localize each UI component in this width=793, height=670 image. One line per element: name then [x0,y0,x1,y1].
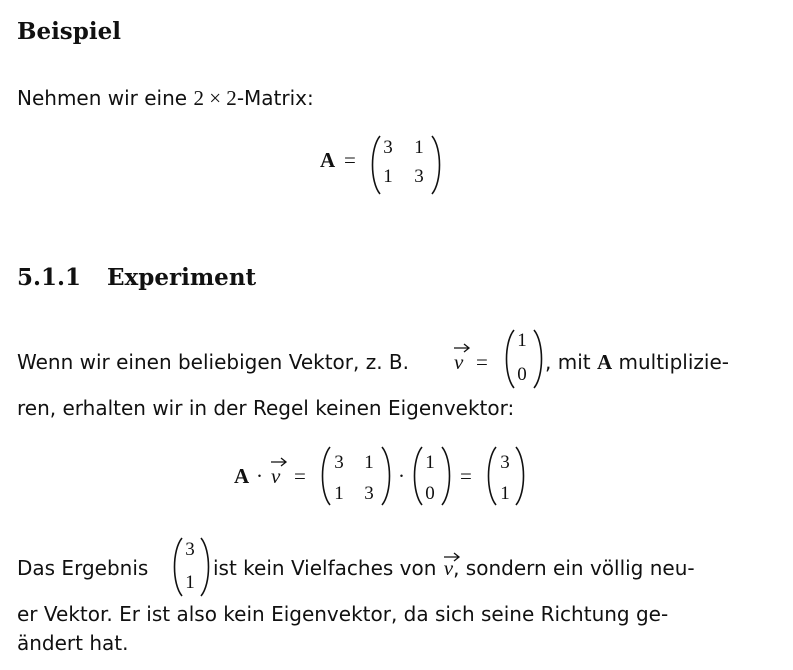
equation-matrix-a [320,132,450,198]
vector-arrow-icon [270,457,288,467]
eq1-m21: 1 [383,166,393,187]
eq2-result-top: 3 [500,452,510,473]
para2-vec-bottom: 1 [185,572,195,593]
equation-product [234,442,534,512]
section-heading [17,264,256,291]
right-paren [532,328,546,390]
vec-bottom: 0 [517,364,527,385]
right-paren [514,445,528,507]
right-paren [199,536,213,598]
eq2-vec-top: 1 [425,452,435,473]
section-title: Experiment [107,264,257,291]
section-number: 5.1.1 [17,264,82,291]
eq2-vec-v: v [271,464,280,489]
para2-line1-a: Das Ergebnis [17,556,149,580]
vec-v-symbol: v [454,350,463,375]
eq1-m22: 3 [414,166,424,187]
vec-top: 1 [517,330,527,351]
para2-line2: er Vektor. Er ist also kein Eigenvektor, da sich seine Richtung ge- [17,602,669,626]
para1-equals: = [476,350,488,374]
para2-line1-b: ist kein Vielfaches von v, sondern ein völlig neu- [213,556,695,581]
para1-line2: ren, erhalten wir in der Regel keinen Eigenvektor: [17,396,515,420]
eq1-lhs: A [320,148,336,172]
vector-arrow-icon [443,552,461,562]
para2-vec-top: 3 [185,539,195,560]
para2-vec-v: v [444,556,453,581]
heading-example: Beispiel [17,18,121,45]
intro-suffix: -Matrix: [236,86,314,110]
eq2-m12: 1 [364,452,374,473]
inline-vector-v [448,326,553,392]
eq1-m11: 3 [383,137,393,158]
para1-line1-a: Wenn wir einen beliebigen Vektor, z. B. [17,350,410,374]
eq2-equals-1: = [294,464,306,488]
eq2-dot: · [256,464,263,488]
right-paren [440,445,454,507]
eq2-result-bottom: 1 [500,483,510,504]
eq2-m21: 1 [334,483,344,504]
eq1-m12: 1 [414,137,424,158]
eq2-lhs: A [234,464,250,488]
intro-dims: 2 × 2 [193,86,237,110]
eq2-dot-2: · [398,464,405,488]
eq2-m22: 3 [364,483,374,504]
eq2-m11: 3 [334,452,344,473]
right-paren [380,445,394,507]
para2-line3: ändert hat. [17,631,129,655]
para1-bold-a: A [596,350,613,374]
right-paren [430,134,444,196]
intro-line [17,86,314,111]
para1-line1-b: , mit A multiplizie- [545,350,729,374]
vector-arrow-icon [453,343,471,353]
eq2-equals-2: = [460,464,472,488]
eq1-equals: = [344,148,356,172]
eq2-vec-bottom: 0 [425,483,435,504]
intro-prefix: Nehmen wir eine [17,86,194,110]
inline-vector-result [170,534,214,600]
